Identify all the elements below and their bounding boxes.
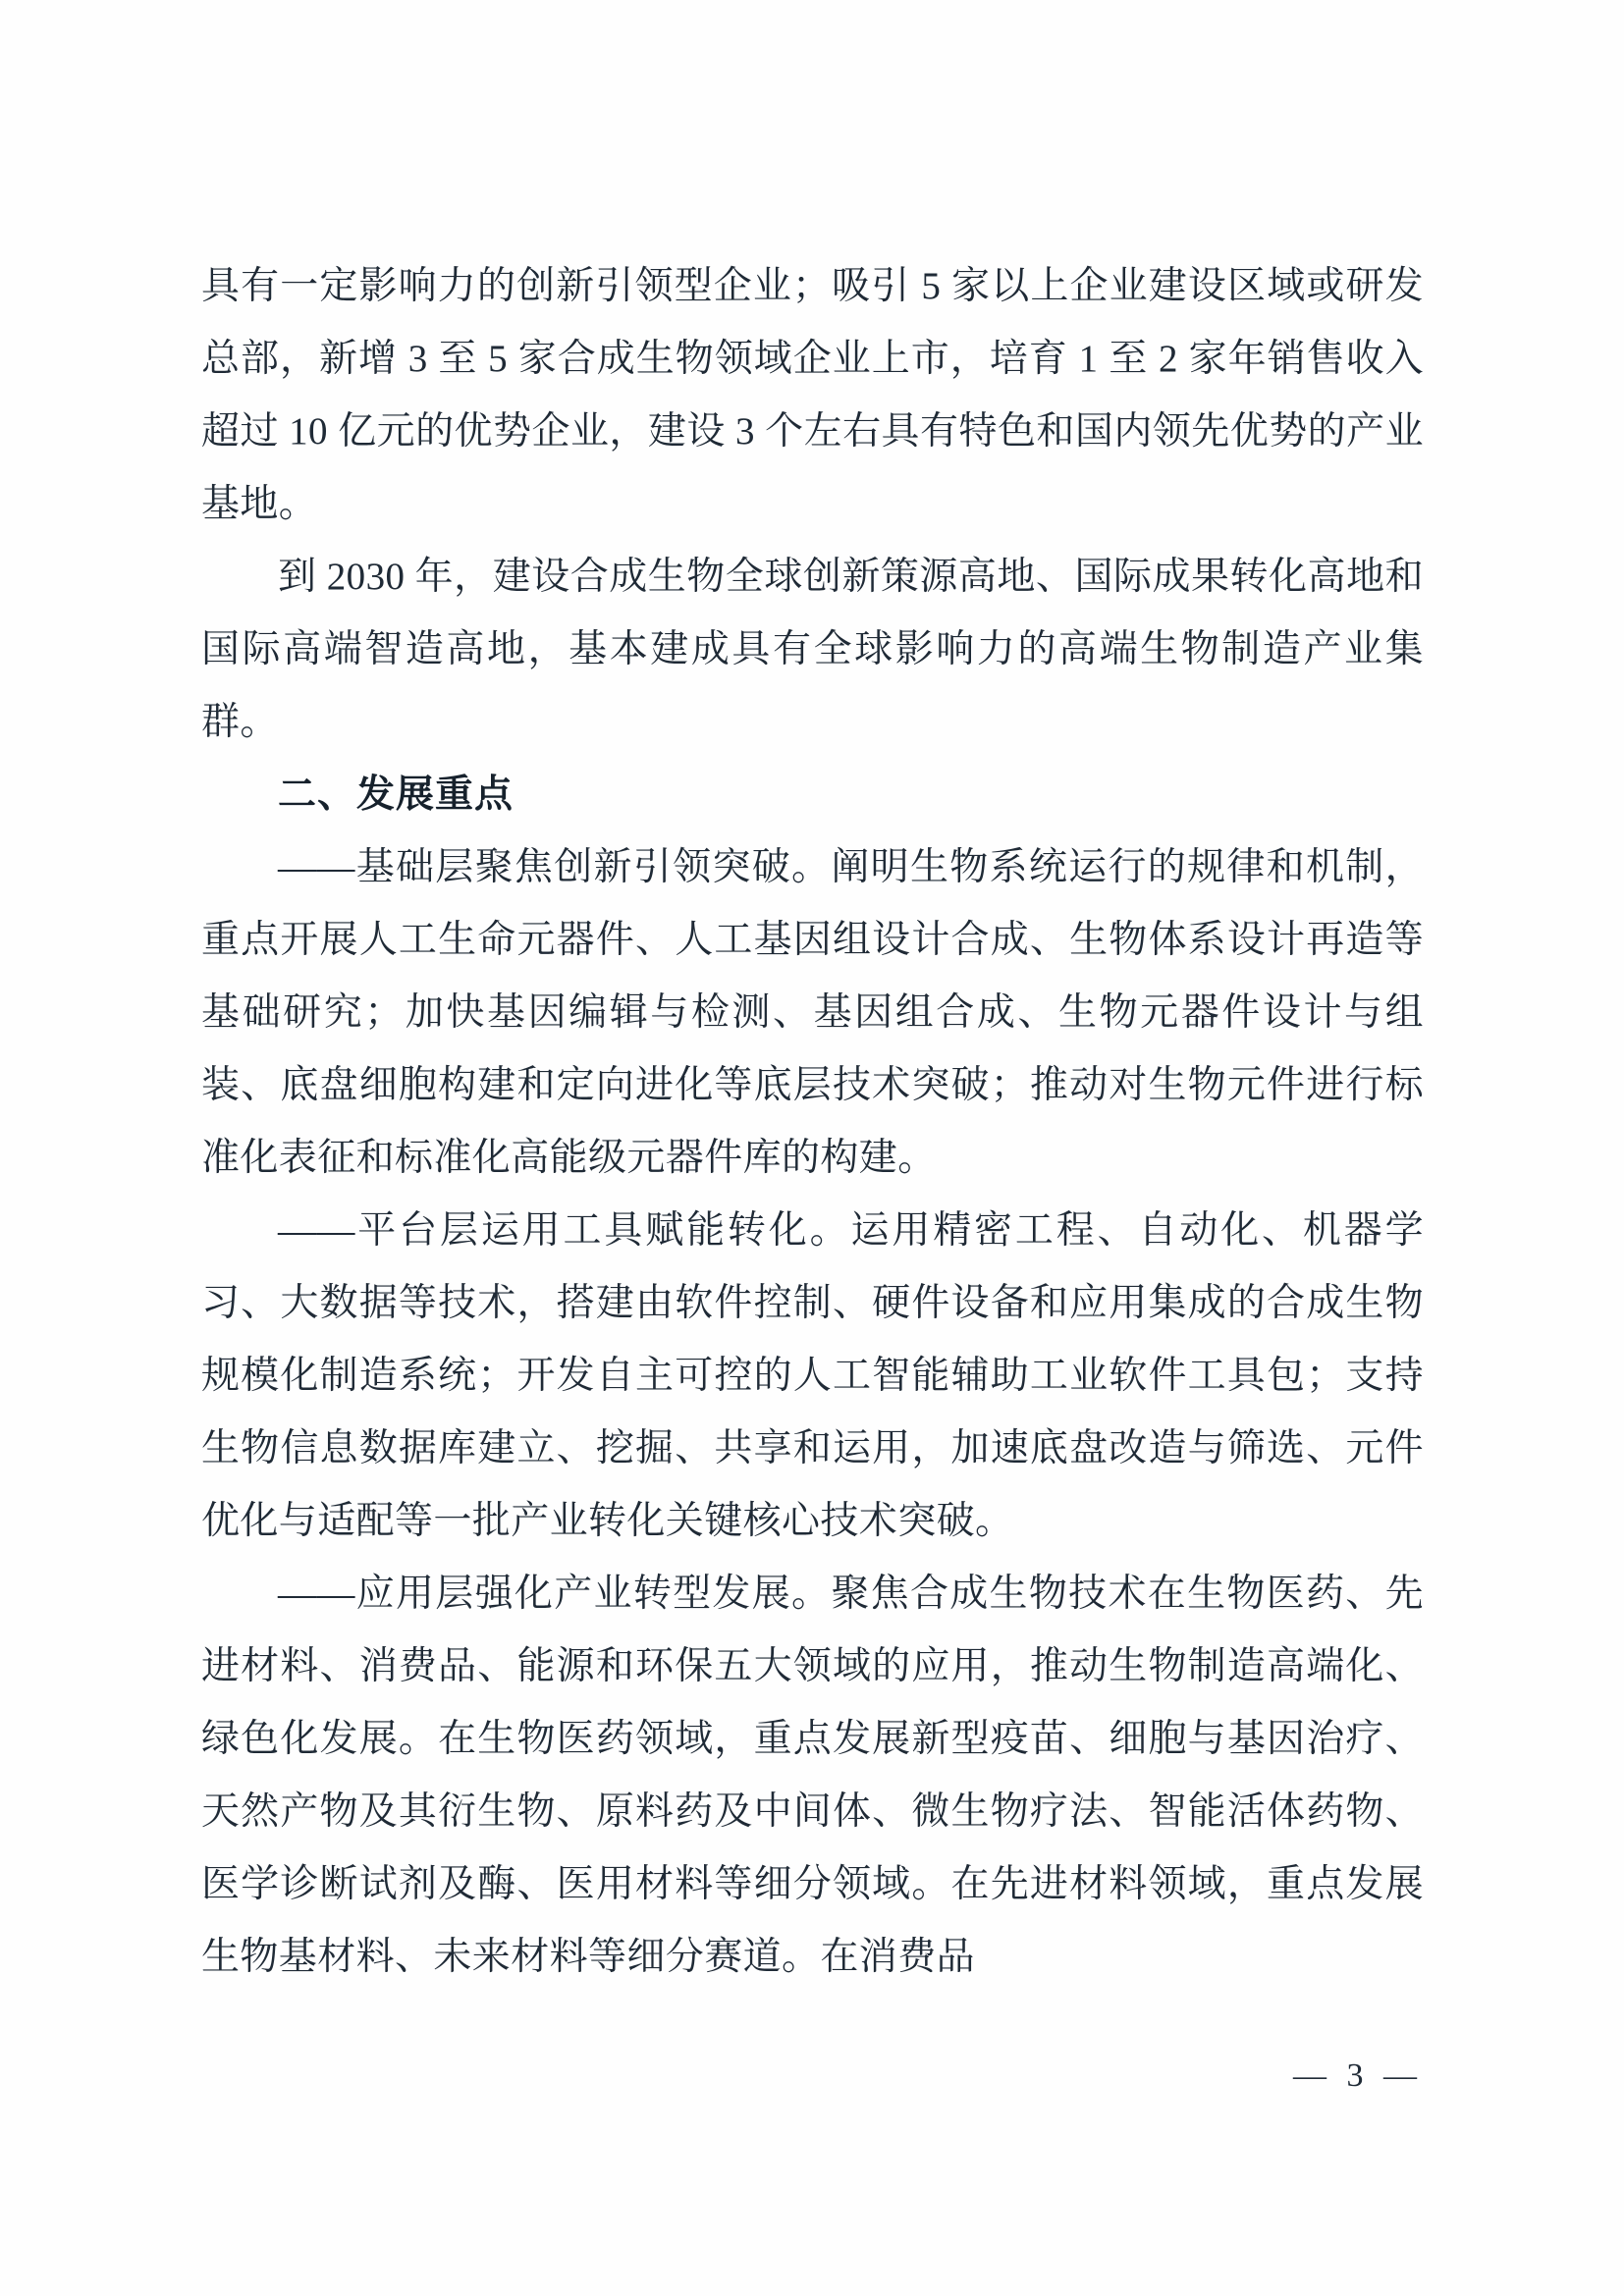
section-heading: 二、发展重点 <box>278 774 514 816</box>
paragraph-5: ——应用层强化产业转型发展。聚焦合成生物技术在生物医药、先进材料、消费品、能源和环保五大领域的应用，推动生物制造高端化、绿色化发展。在生物医药领域，重点发展新型疫苗、细胞与基因治疗、天然产物及其衍生物、原料药及中间体、微生物疗法、智能活体药物、医学诊断试剂及酶、医用材料等细分领域。在先进材料领域，重点发展生物基材料、未来材料等细分赛道。在消费品 <box>201 1573 1424 1978</box>
paragraph-2: 到 2030 年，建设合成生物全球创新策源高地、国际成果转化高地和国际高端智造高地，基本建成具有全球影响力的高端生物制造产业集群。 <box>201 556 1424 743</box>
paragraph-1: 具有一定影响力的创新引领型企业；吸引 5 家以上企业建设区域或研发总部，新增 3 至 5 家合成生物领域企业上市，培育 1 至 2 家年销售收入超过 10 亿元的优势企业，建设 3 个左右具有特色和国内领先优势的产业基地。 <box>201 265 1424 525</box>
paragraph-4: ——平台层运用工具赋能转化。运用精密工程、自动化、机器学习、大数据等技术，搭建由软件控制、硬件设备和应用集成的合成生物规模化制造系统；开发自主可控的人工智能辅助工业软件工具包；支持生物信息数据库建立、挖掘、共享和运用，加速底盘改造与筛选、元件优化与适配等一批产业转化关键核心技术突破。 <box>201 1209 1424 1542</box>
page-content <box>201 250 1424 1994</box>
paragraph-3: ——基础层聚焦创新引领突破。阐明生物系统运行的规律和机制，重点开展人工生命元器件、人工基因组设计合成、生物体系设计再造等基础研究；加快基因编辑与检测、基因组合成、生物元器件设计与组装、底盘细胞构建和定向进化等底层技术突破；推动对生物元件进行标准化表征和标准化高能级元器件库的构建。 <box>201 846 1424 1179</box>
page-number: — 3 — <box>1293 2057 1423 2094</box>
